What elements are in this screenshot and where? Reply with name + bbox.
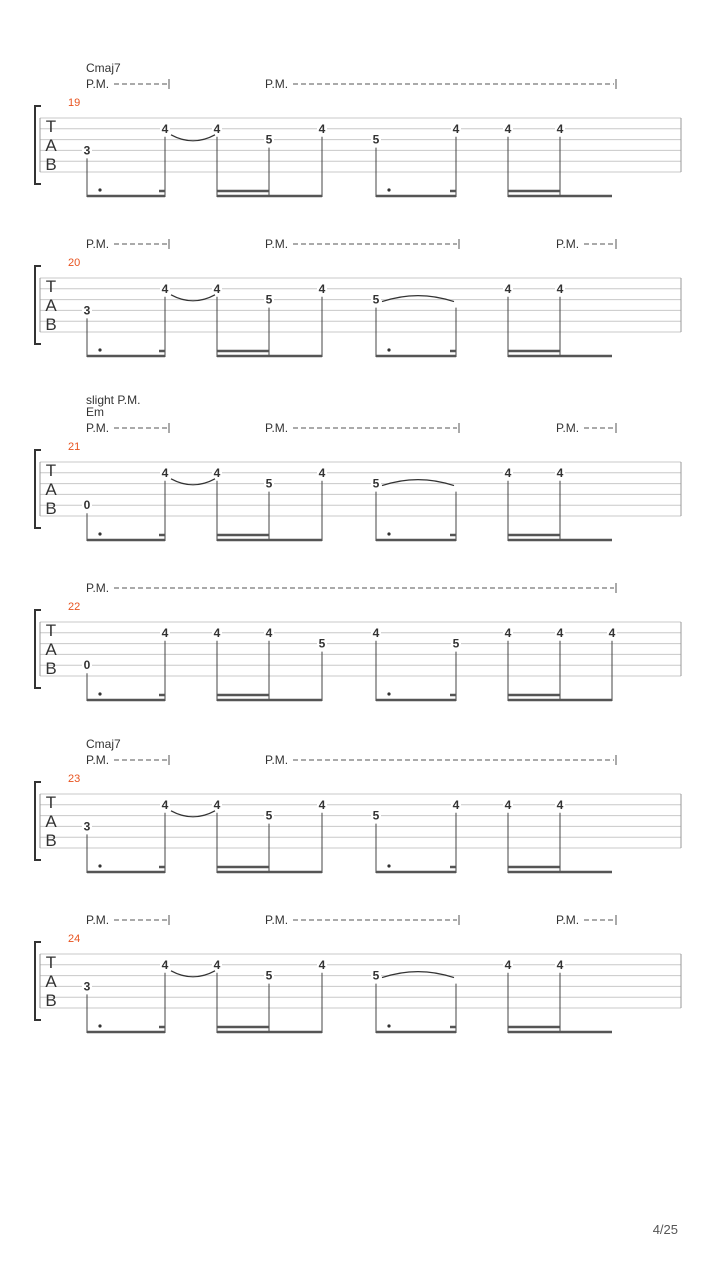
rhythm-dot [387, 348, 390, 351]
palm-mute-label: P.M. [86, 237, 110, 251]
palm-mute-label: P.M. [86, 581, 110, 595]
fret-number: 4 [608, 625, 616, 640]
fret-number: 3 [83, 819, 91, 834]
tie-arc [382, 296, 454, 302]
fret-number: 4 [504, 281, 512, 296]
palm-mute-label: P.M. [556, 913, 580, 927]
palm-mute-label: P.M. [556, 421, 580, 435]
fret-number: 4 [213, 121, 221, 136]
tab-system-22 [35, 581, 681, 701]
fret-number: 5 [372, 968, 380, 983]
fret-number: 4 [318, 957, 326, 972]
tab-clef-letter: A [45, 136, 57, 155]
fret-number: 3 [83, 303, 91, 318]
palm-mute-label: P.M. [86, 753, 110, 767]
palm-mute-label: P.M. [265, 421, 289, 435]
fret-number: 5 [265, 292, 273, 307]
annotation-text: Cmaj7 [86, 737, 121, 751]
fret-number: 4 [452, 797, 460, 812]
tab-clef-letter: T [45, 277, 57, 296]
fret-number: 4 [161, 465, 169, 480]
annotation-text: slight P.M. [86, 393, 141, 407]
tab-clef-letter: A [45, 480, 57, 499]
fret-number: 4 [556, 281, 564, 296]
tab-clef-letter: T [45, 117, 57, 136]
measure-number: 22 [68, 601, 81, 613]
fret-number: 4 [161, 797, 169, 812]
fret-number: 3 [83, 979, 91, 994]
tab-clef-letter: T [45, 621, 57, 640]
fret-number: 4 [556, 465, 564, 480]
measure-number: 24 [68, 933, 81, 945]
measure-number: 21 [68, 441, 81, 453]
fret-number: 5 [318, 636, 326, 651]
fret-number: 4 [161, 625, 169, 640]
fret-number: 4 [504, 797, 512, 812]
rhythm-dot [98, 692, 101, 695]
tie-arc [382, 972, 454, 978]
tab-clef-letter: T [45, 793, 57, 812]
fret-number: 5 [372, 132, 380, 147]
fret-number: 0 [83, 658, 91, 673]
rhythm-dot [387, 864, 390, 867]
page-number: 4/25 [652, 1222, 678, 1237]
fret-number: 4 [213, 281, 221, 296]
tab-system-24 [35, 913, 681, 1033]
fret-number: 4 [213, 957, 221, 972]
fret-number: 0 [83, 498, 91, 513]
fret-number: 4 [556, 625, 564, 640]
annotation-text: Cmaj7 [86, 61, 121, 75]
tab-clef-letter: B [45, 499, 57, 518]
fret-number: 4 [452, 121, 460, 136]
tab-clef-letter: T [45, 461, 57, 480]
fret-number: 4 [265, 625, 273, 640]
fret-number: 4 [504, 465, 512, 480]
rhythm-dot [387, 1024, 390, 1027]
fret-number: 4 [213, 625, 221, 640]
fret-number: 4 [213, 465, 221, 480]
tab-clef-letter: B [45, 659, 57, 678]
rhythm-dot [387, 188, 390, 191]
tab-clef-letter: A [45, 972, 57, 991]
fret-number: 4 [213, 797, 221, 812]
palm-mute-label: P.M. [86, 77, 110, 91]
tab-clef-letter: A [45, 640, 57, 659]
fret-number: 4 [161, 121, 169, 136]
palm-mute-label: P.M. [86, 421, 110, 435]
palm-mute-label: P.M. [556, 237, 580, 251]
rhythm-dot [98, 864, 101, 867]
fret-number: 4 [556, 797, 564, 812]
fret-number: 3 [83, 143, 91, 158]
fret-number: 4 [161, 957, 169, 972]
fret-number: 4 [504, 121, 512, 136]
tie-arc [382, 480, 454, 486]
palm-mute-label: P.M. [265, 77, 289, 91]
fret-number: 5 [372, 808, 380, 823]
fret-number: 4 [504, 625, 512, 640]
fret-number: 5 [372, 476, 380, 491]
rhythm-dot [387, 532, 390, 535]
fret-number: 4 [504, 957, 512, 972]
tab-clef-letter: T [45, 953, 57, 972]
fret-number: 4 [318, 281, 326, 296]
rhythm-dot [98, 188, 101, 191]
rhythm-dot [98, 1024, 101, 1027]
fret-number: 4 [318, 121, 326, 136]
fret-number: 4 [161, 281, 169, 296]
fret-number: 5 [372, 292, 380, 307]
fret-number: 4 [556, 957, 564, 972]
fret-number: 4 [318, 465, 326, 480]
tab-clef-letter: B [45, 991, 57, 1010]
tab-clef-letter: B [45, 155, 57, 174]
tab-clef-letter: B [45, 831, 57, 850]
rhythm-dot [98, 532, 101, 535]
measure-number: 20 [68, 257, 81, 269]
tab-system-23 [35, 737, 681, 873]
tab-system-19 [35, 61, 681, 197]
measure-number: 19 [68, 97, 81, 109]
fret-number: 5 [265, 808, 273, 823]
palm-mute-label: P.M. [86, 913, 110, 927]
tab-clef-letter: A [45, 812, 57, 831]
fret-number: 5 [265, 968, 273, 983]
rhythm-dot [387, 692, 390, 695]
fret-number: 5 [265, 476, 273, 491]
fret-number: 4 [372, 625, 380, 640]
fret-number: 5 [452, 636, 460, 651]
tab-clef-letter: A [45, 296, 57, 315]
palm-mute-label: P.M. [265, 237, 289, 251]
fret-number: 4 [556, 121, 564, 136]
annotation-text: Em [86, 405, 104, 419]
rhythm-dot [98, 348, 101, 351]
tab-system-20 [35, 237, 681, 357]
palm-mute-label: P.M. [265, 753, 289, 767]
tab-system-21 [35, 393, 681, 541]
fret-number: 5 [265, 132, 273, 147]
palm-mute-label: P.M. [265, 913, 289, 927]
tab-clef-letter: B [45, 315, 57, 334]
fret-number: 4 [318, 797, 326, 812]
measure-number: 23 [68, 773, 81, 785]
